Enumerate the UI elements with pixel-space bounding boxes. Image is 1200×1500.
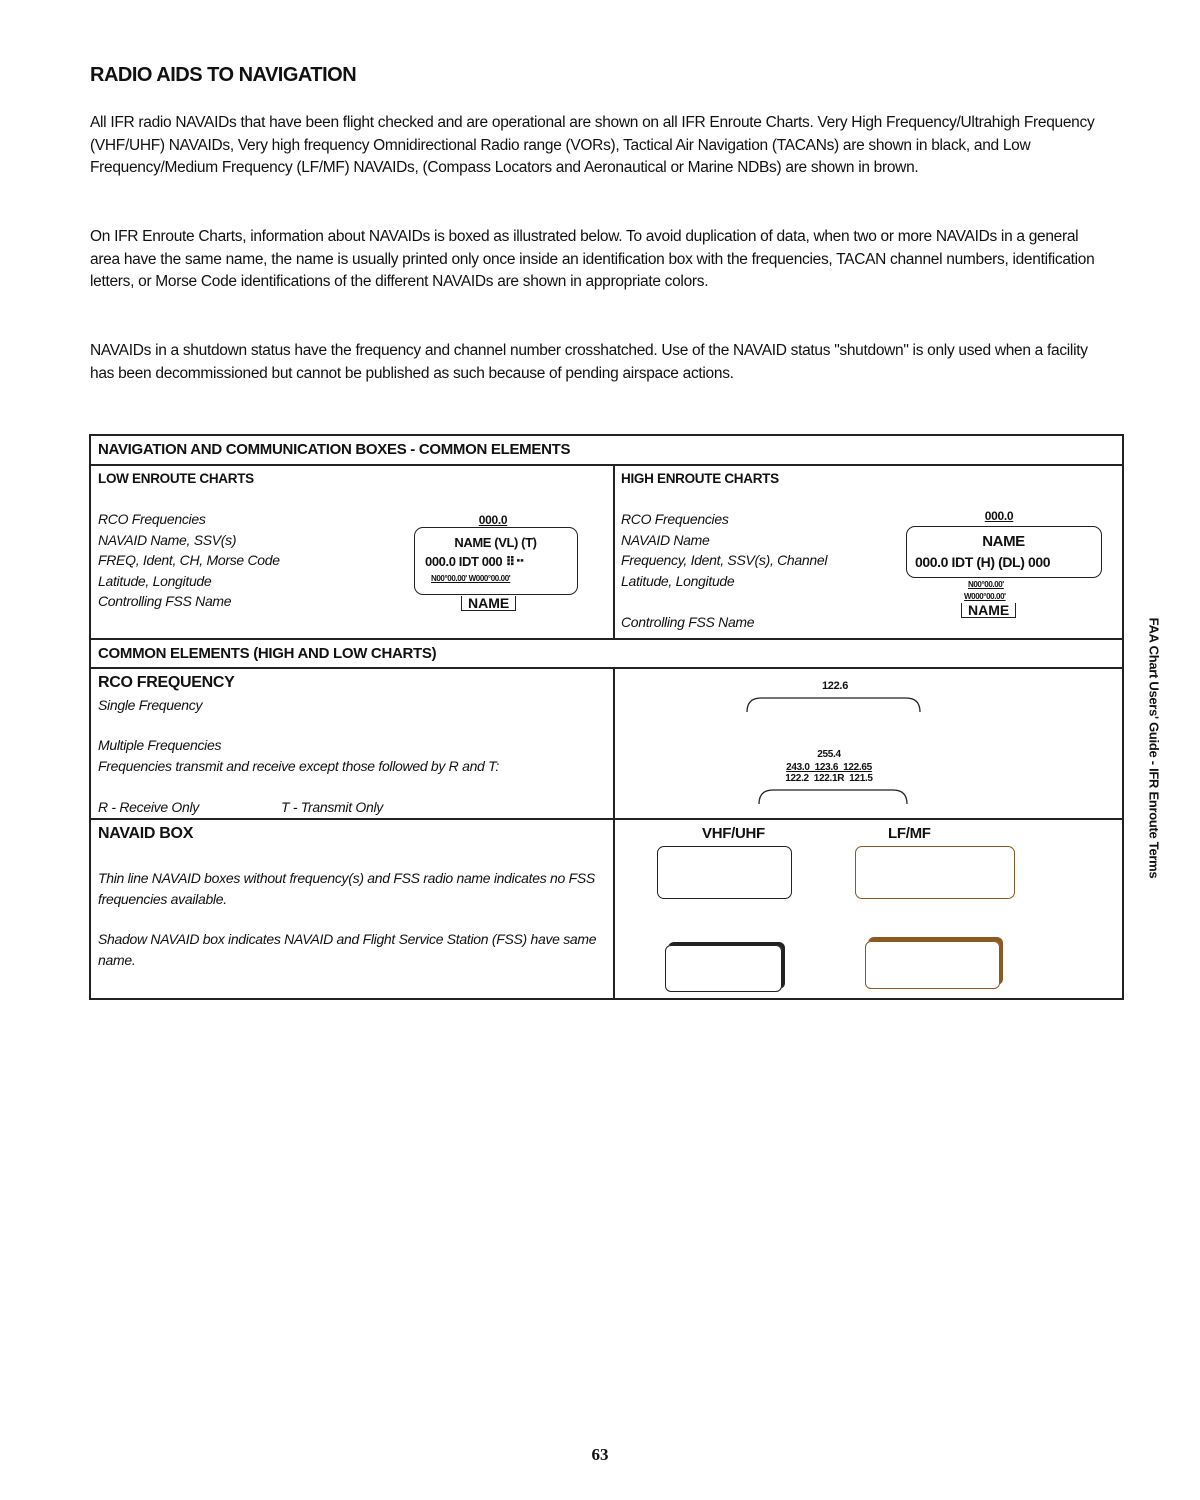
navaid-shadow-description: Shadow NAVAID box indicates NAVAID and Flight Service Station (FSS) have same name. — [98, 931, 597, 968]
page-number: 63 — [591, 1445, 609, 1464]
high-fss-name: NAME — [961, 603, 1016, 618]
rco-transmit-only: T - Transmit Only — [281, 799, 383, 815]
high-longitude: W000°00.00' — [964, 592, 1006, 601]
low-navaid-box: NAME (VL) (T) 000.0 IDT 000 ⠿⠒ N00°00.00' W000°00.00' — [414, 527, 578, 595]
paragraph-colors: All IFR radio NAVAIDs that have been flight checked and are operational are shown on all IFR Enroute Charts. Very High Frequency/Ultrahigh Frequency (VHF/UHF) NAVAIDs, Very high frequency Omnidirectional Radio range (VORs), Tactical Air Navigation (TACANs) are shown in black, and Low Frequency/Medium Frequency (LF/MF) NAVAIDs, (Compass Locators and Aeronautical or Marine NDBs) are shown in brown. — [90, 114, 1095, 176]
low-rco-frequency: 000.0 — [478, 513, 508, 527]
vhf-shadow-box — [665, 945, 782, 992]
lf-thin-box — [855, 846, 1015, 899]
high-latitude: N00°00.00' — [968, 580, 1004, 589]
low-enroute-title: LOW ENROUTE CHARTS — [98, 471, 254, 486]
side-note: FAA Chart Users' Guide - IFR Enroute Terms — [1146, 617, 1162, 879]
rco-multi-row1: 243.0 123.6 122.65 — [786, 762, 872, 773]
high-enroute-title: HIGH ENROUTE CHARTS — [621, 471, 779, 486]
page-title: RADIO AIDS TO NAVIGATION — [90, 64, 357, 86]
rco-single-bracket — [741, 692, 926, 716]
vhf-thin-box — [657, 846, 792, 899]
rco-receive-only: R - Receive Only — [98, 799, 200, 815]
rco-multi-row2: 122.2 122.1R 121.5 — [785, 773, 873, 784]
high-enroute-elements: RCO Frequencies NAVAID Name Frequency, Ident, SSV(s), Channel Latitude, Longitude — [621, 511, 828, 589]
legend-table — [89, 434, 1124, 1000]
rco-multi-top: 255.4 — [817, 749, 841, 760]
high-navaid-box: NAME 000.0 IDT (H) (DL) 000 — [906, 526, 1102, 578]
paragraph-shutdown: NAVAIDs in a shutdown status have the frequency and channel number crosshatched. Use of the NAVAID status "shutdown" is only used when a facility has been decommissioned but cannot be published as such because of pending airspace actions. — [90, 342, 1088, 382]
rco-multi-bracket — [753, 784, 913, 808]
rco-single-freq: 122.6 — [821, 680, 849, 692]
navaid-thin-description: Thin line NAVAID boxes without frequency(s) and FSS radio name indicates no FSS frequencies available. — [98, 870, 595, 907]
low-enroute-elements: RCO Frequencies NAVAID Name, SSV(s) FREQ, Ident, CH, Morse Code Latitude, Longitude Controlling FSS Name — [98, 511, 280, 609]
table-header: NAVIGATION AND COMMUNICATION BOXES - COMMON ELEMENTS — [98, 441, 571, 458]
vhf-uhf-label: VHF/UHF — [702, 825, 765, 842]
low-fss-name: NAME — [461, 596, 516, 611]
rco-multiple-label: Multiple Frequencies — [98, 737, 222, 753]
rco-frequency-title: RCO FREQUENCY — [98, 674, 235, 691]
common-elements-header: COMMON ELEMENTS (HIGH AND LOW CHARTS) — [98, 645, 437, 662]
high-fss-label: Controlling FSS Name — [621, 614, 755, 630]
navaid-box-title: NAVAID BOX — [98, 825, 194, 842]
lf-mf-label: LF/MF — [888, 825, 931, 842]
high-rco-frequency: 000.0 — [984, 509, 1014, 523]
lf-shadow-box — [865, 941, 1000, 989]
paragraph-boxing: On IFR Enroute Charts, information about NAVAIDs is boxed as illustrated below. To avoid duplication of data, when two or more NAVAIDs in a general area have the same name, the name is usually printed only once inside an identification box with the frequencies, TACAN channel numbers, identification letters, or Morse Code identifications of the different NAVAIDs are shown in appropriate colors. — [90, 228, 1095, 290]
rco-single-label: Single Frequency — [98, 697, 203, 713]
rco-description: Frequencies transmit and receive except those followed by R and T: — [98, 758, 499, 774]
